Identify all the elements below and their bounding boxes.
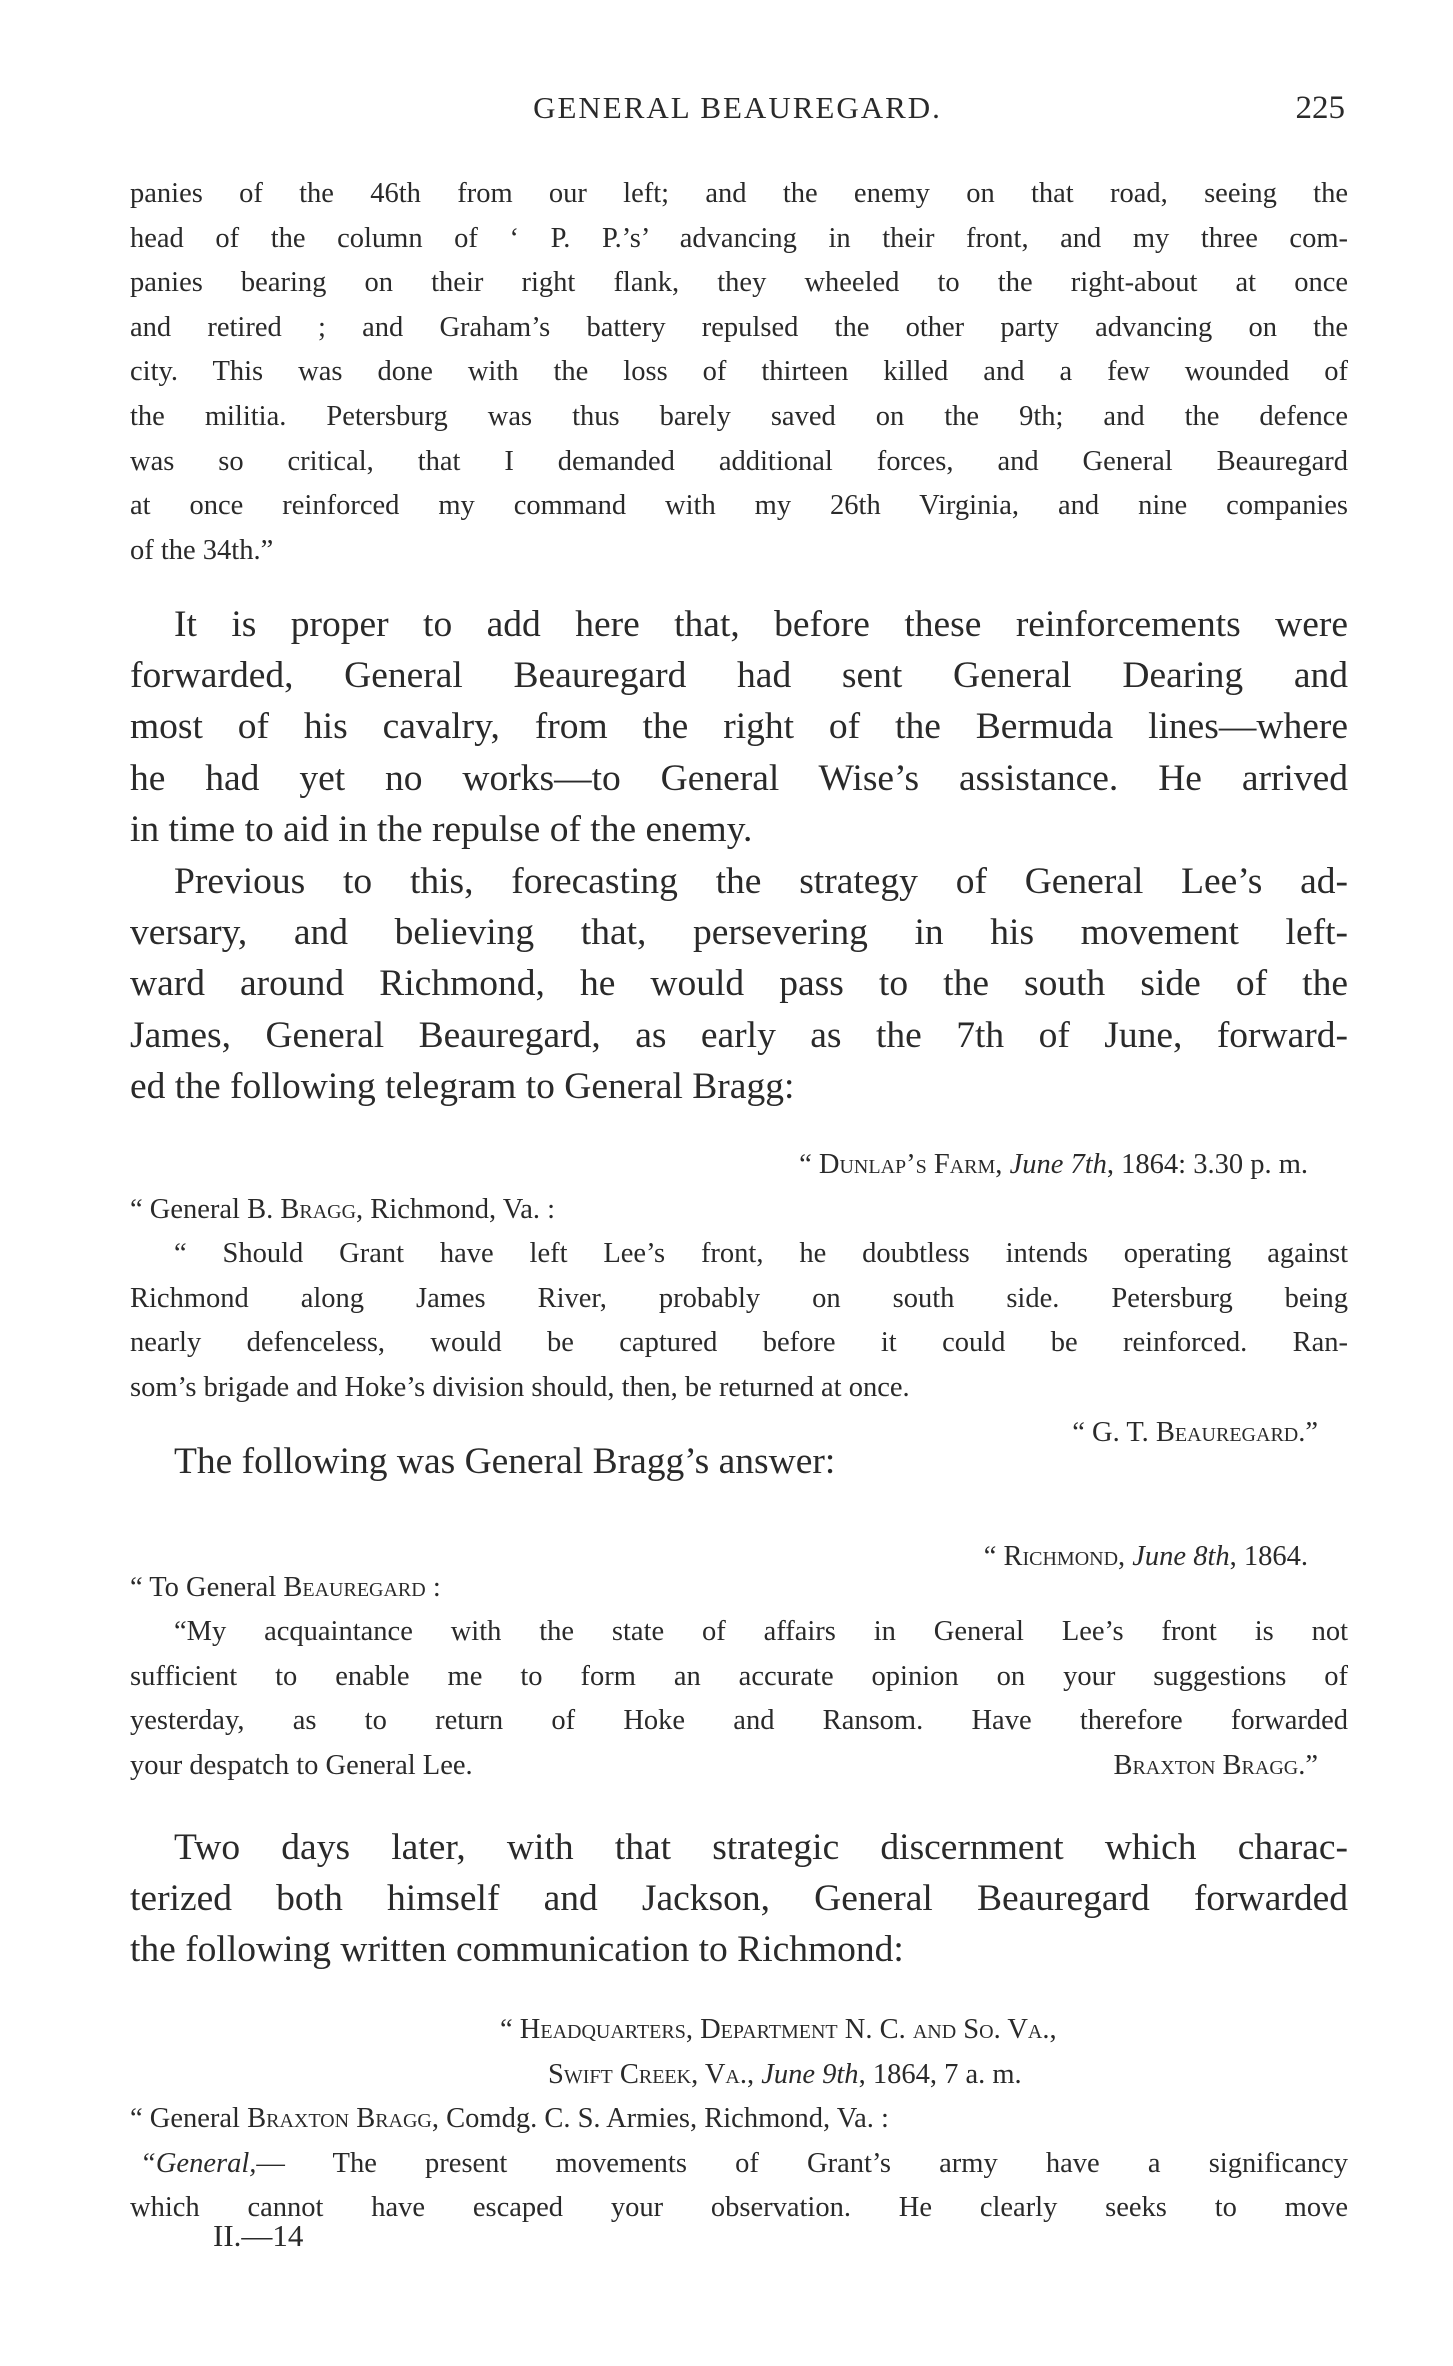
text-line: som’s brigade and Hoke’s division should, then, be returned at once. [130,1371,910,1403]
text-line: nearly defenceless, would be captured before it could be reinforced. Ran- [130,1327,1348,1359]
text-line: versary, and believing that, persevering in his movement left- [130,912,1348,954]
paragraph-two-days [130,1822,1348,1976]
dateline-date: June 8th [1132,1541,1230,1572]
text-line: and retired ; and Graham’s battery repulsed the other party advancing on the [130,311,1348,343]
dateline-date: June 7th [1009,1149,1107,1180]
paragraph-previous [130,856,1348,1112]
text-line: The following was General Bragg’s answer: [174,1441,836,1482]
text-line: It is proper to add here that, before these reinforcements were [174,604,1348,645]
text-line: ed the following telegram to General Bragg: [130,1065,795,1107]
address-name: Beauregard : [283,1571,441,1603]
dateline-rest: , 1864: 3.30 p. m. [1106,1149,1308,1180]
text-line: head of the column of ‘ P. P.’s’ advancing in their front, and my three com- [130,222,1348,254]
text-line: sufficient to enable me to form an accurate opinion on your suggestions of [130,1660,1348,1692]
text-line: in time to aid in the repulse of the enemy. [130,808,753,850]
text-line: James, General Beauregard, as early as the 7th of June, forward- [130,1014,1348,1056]
quote-continued [130,172,1348,573]
text-line: he had yet no works—to General Wise’s assistance. He arrived [130,757,1348,799]
text-line: “My acquaintance with the state of affairs in General Lee’s front is not [174,1616,1348,1648]
signature-text: “ G. T. Beauregard.” [1072,1416,1318,1448]
last-line-text: your despatch to General Lee. [130,1749,473,1781]
text-line: was so critical, that I demanded additional forces, and General Beauregard [130,445,1348,477]
text-line: at once reinforced my command with my 26th Virginia, and nine companies [130,490,1348,522]
telegram-signature: Braxton Bragg.” [1113,1749,1318,1781]
text-line: most of his cavalry, from the right of the Bermuda lines—where [130,706,1348,748]
text-line: terized both himself and Jackson, General Beauregard forwarded [130,1878,1348,1920]
address-prefix: “ General [130,2103,248,2135]
text-line: city. This was done with the loss of thirteen killed and a few wounded of [130,356,1348,388]
telegram-bragg [130,1535,1348,1789]
letter-heading-1 [130,2008,1348,2053]
salutation: “General, [140,2147,257,2179]
text-line: ward around Richmond, he would pass to the south side of the [130,963,1348,1005]
text-line: yesterday, as to return of Hoke and Ransom. Have therefore forwarded [130,1705,1348,1737]
dateline-place: “ Richmond, [983,1541,1133,1572]
address-rest: , Richmond, Va. : [356,1193,556,1225]
text-line: panies bearing on their right flank, they wheeled to the right-about at once [130,267,1348,299]
telegram-address [130,1188,1348,1233]
address-rest: , Comdg. C. S. Armies, Richmond, Va. : [431,2103,889,2135]
text-line: which cannot have escaped your observation. He clearly seeks to move [130,2192,1348,2224]
address-prefix: “ General B. [130,1193,281,1225]
paragraph-answer [130,1436,1348,1487]
running-title: GENERAL BEAUREGARD. [533,90,942,125]
page-number: 225 [1295,90,1345,126]
telegram-last-line [130,1744,1348,1789]
heading-date: June 9th [761,2058,859,2090]
text-line: “ Should Grant have left Lee’s front, he doubtless intends operating against [174,1238,1348,1270]
salutation-rest: — The present movements of Grant’s army have a significancy [256,2147,1348,2179]
telegram-beauregard [130,1143,1348,1455]
letter-beauregard [130,2008,1348,2231]
text-line: Two days later, with that strategic discernment which charac- [174,1827,1348,1868]
text-line: Previous to this, forecasting the strategy of General Lee’s ad- [174,861,1348,902]
text-line: the following written communication to Richmond: [130,1929,904,1971]
text-line: of the 34th.” [130,534,274,566]
heading-place: Swift Creek, Va., [548,2058,762,2090]
telegram-dateline [130,1143,1348,1188]
text-line: the militia. Petersburg was thus barely saved on the 9th; and the defence [130,400,1348,432]
letter-salutation-line [130,2142,1348,2187]
letter-heading-2 [130,2053,1348,2098]
signature-mark: II.—14 [213,2218,304,2253]
heading-text: “ Headquarters, Department N. C. and So. Va., [500,2014,1057,2045]
text-line: panies of the 46th from our left; and the enemy on that road, seeing the [130,178,1348,209]
running-header [130,90,1345,130]
text-line: Richmond along James River, probably on south side. Petersburg being [130,1282,1348,1314]
address-name: Braxton Bragg [247,2103,432,2135]
paragraph-reinforcements [130,599,1348,855]
text-line: forwarded, General Beauregard had sent General Dearing and [130,655,1348,697]
dateline-place: “ Dunlap’s Farm, [799,1149,1010,1180]
heading-rest: , 1864, 7 a. m. [858,2058,1022,2090]
letter-address [130,2097,1348,2142]
address-name: Bragg [280,1193,357,1225]
dateline-rest: , 1864. [1229,1541,1308,1572]
address-prefix: “ To General [130,1571,284,1603]
